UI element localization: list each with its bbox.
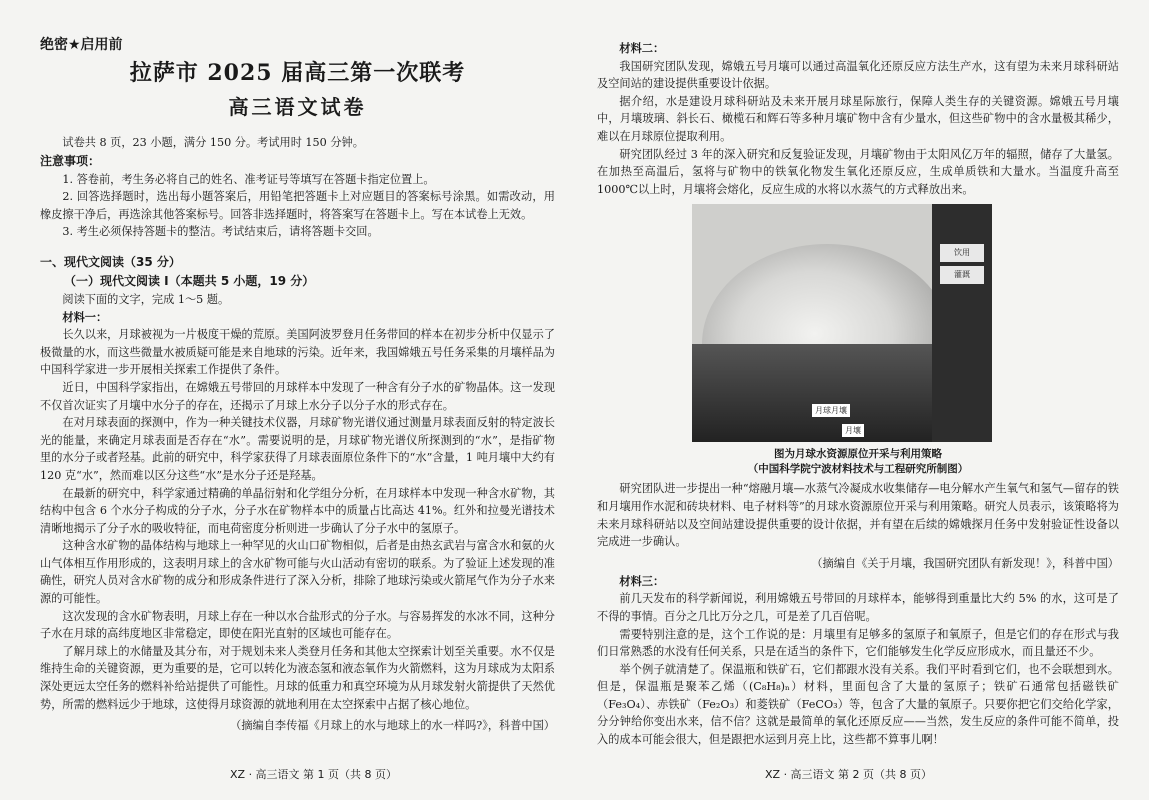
- figure-side-panel: [932, 204, 992, 442]
- notice-item: 3. 考生必须保持答题卡的整洁。考试结束后，请将答题卡交回。: [62, 225, 379, 239]
- material-title: 材料三：: [619, 574, 665, 588]
- paragraph: 这种含水矿物的晶体结构与地球上一种罕见的火山口矿物相似，后者是由热玄武岩与富含水和氨的火山气体相互作用形成的，这表明月球上的含水矿物可能与火山活动有密切的联系。为了验证上述发现的准确性，研究人员对含水矿物的成分和形成条件进行了深入分析，排除了地球污染或火箭尾气作为分子水来源的可能性。: [40, 539, 555, 606]
- page-2: [575, 0, 1149, 800]
- figure-label-irrigate: 灌溉: [940, 266, 984, 284]
- moon-water-figure: [692, 204, 992, 442]
- paragraph: 在最新的研究中，科学家通过精确的单晶衍射和化学组分分析，在月球样本中发现一种含水矿物，其结构中包含 6 个水分子构成的分子水，分子水在矿物样本中的质量占比高达 41%。红外和拉曼光谱技术清晰地揭示了分子水的吸收特征，而电荷密度分析则进一步确认了分子水中的氢原子。: [40, 486, 555, 535]
- source-citation: （摘编自《关于月壤，我国研究团队有新发现！》，科普中国）: [811, 556, 1119, 570]
- figure-caption: 图为月球水资源原位开采与利用策略: [774, 448, 942, 461]
- paragraph: 近日，中国科学家指出，在嫦娥五号带回的月球样本中发现了一种含有分子水的矿物晶体。这一发现不仅首次证实了月壤中水分子的存在，还揭示了月球上水分子以分子水的形式存在。: [40, 380, 555, 412]
- notice-item: 2. 回答选择题时，选出每小题答案后，用铅笔把答题卡上对应题目的答案标号涂黑。如需改动，用橡皮擦干净后，再选涂其他答案标号。回答非选择题时，将答案写在答题卡上。写在本试卷上无效。: [40, 190, 555, 221]
- paragraph: 据介绍，水是建设月球科研站及未来开展月球星际旅行，保障人类生存的关键资源。嫦娥五号月壤中，月壤玻璃、斜长石、橄榄石和辉石等多种月壤矿物中含有少量水，但这些矿物中的含水量极其稀少，难以在月球原位提取利用。: [597, 94, 1119, 143]
- source-citation: （摘编自李传福《月球上的水与地球上的水一样吗?》，科普中国）: [230, 719, 555, 733]
- paragraph: 前几天发布的科学新闻说，利用嫦娥五号带回的月球样本，能够得到重量比大约 5% 的水，这可是了不得的事情。百分之几比万分之几，可是差了几百倍呢。: [597, 592, 1119, 623]
- subsection-heading: （一）现代文阅读 Ⅰ（本题共 5 小题，19 分）: [64, 273, 315, 288]
- paragraph: 这次发现的含水矿物表明，月球上存在一种以水合盐形式的分子水。与容易挥发的水冰不同，这种分子水在月球的高纬度地区非常稳定，即使在阳光直射的区域也可能存在。: [40, 609, 555, 641]
- page-footer: XZ · 高三语文 第 1 页（共 8 页）: [230, 768, 398, 781]
- exam-intro: 试卷共 8 页，23 小题，满分 150 分。考试用时 150 分钟。: [62, 136, 364, 149]
- paragraph: 在对月球表面的探测中，作为一种关键技术仪器，月球矿物光谱仪通过测量月球表面反射的特定波长光的能量，来确定月球表面是否存在“水”。需要说明的是，月球矿物光谱仪所探测到的“水”，是指矿物里的水分子或者羟基。此前的研究中，科学家获得了月球表面原位条件下的“水”含量，1 吨月壤中大约有 120 克“水”，然而难以区分这些“水”是水分子还是羟基。: [40, 416, 555, 482]
- figure-label-drink: 饮用: [940, 244, 984, 262]
- paragraph: 举个例子就清楚了。保温瓶和铁矿石，它们都跟水没有关系。我们平时看到它们，也不会联想到水。但是，保温瓶是聚苯乙烯（(C₈H₈)ₙ）材料，里面包含了大量的氢原子；铁矿石通常包括磁铁矿（Fe₃O₄）、赤铁矿（Fe₂O₃）和菱铁矿（FeCO₃）等，包含了大量的氧原子。只要你把它们交给化学家，分分钟给你变出水来，信不信？这就是最简单的氧化还原反应——当然，发生反应的条件可能不简单，投入的成本可能会很大，但是跟把水运到月亮上比，这些都不算事儿啊！: [597, 662, 1119, 747]
- material-title: 材料二：: [619, 42, 665, 55]
- paragraph: 我国研究团队发现，嫦娥五号月壤可以通过高温氧化还原反应方法生产水，这有望为未来月球科研站及空间站的建设提供重要设计依据。: [597, 59, 1119, 91]
- figure-label-regolith: 月壤: [842, 424, 864, 437]
- notice-title: 注意事项：: [40, 153, 101, 168]
- paragraph: 需要特别注意的是，这个工作说的是：月壤里有足够多的氢原子和氧原子，但是它们的存在形式与我们日常熟悉的水没有任何关系，只是在适当的条件下，它们能够发生化学反应形成水，而且量还不少。: [597, 627, 1119, 659]
- figure-label-lunar-regolith: 月球月壤: [812, 404, 850, 417]
- paragraph: 研究团队进一步提出一种“熔融月壤—水蒸气冷凝成水收集储存—电分解水产生氧气和氢气—留存的铁和月壤用作水泥和砖块材料、电子材料等”的月球水资源原位开采与利用策略。研究人员表示，该策略将为未来月球科研站以及空间站建设提供重要的设计依据，并有望在后续的嫦娥探月任务中发射验证性设备以完成进一步确认。: [597, 482, 1119, 549]
- confidential-mark: 绝密★启用前: [40, 37, 123, 53]
- section-heading: 一、现代文阅读（35 分）: [40, 254, 181, 269]
- instruction: 阅读下面的文字，完成 1～5 题。: [62, 292, 230, 306]
- material-title: 材料一：: [62, 310, 108, 324]
- paragraph: 了解月球上的水储量及其分布，对于规划未来人类登月任务和其他太空探索计划至关重要。水不仅是维持生命的关键资源，更为重要的是，它可以转化为液态氢和液态氧作为火箭燃料，这为月球成为太阳系深处更远太空任务的燃料补给站提供了可能性。月球的低重力和真空环境为从月球发射火箭提供了天然优势，所需的燃料远少于地球，这使得月球资源的就地利用在太空探索中占据了核心地位。: [40, 644, 555, 711]
- exam-subtitle: 高三语文试卷: [228, 95, 367, 119]
- paragraph: 研究团队经过 3 年的深入研究和反复验证发现，月壤矿物由于太阳风亿万年的辐照，储存了大量氢。在加热至高温后，氢将与矿物中的铁氧化物发生氧化还原反应，生成单质铁和大量水。当温度升高至 1000℃以上时，月壤将会熔化，反应生成的水将以水蒸气的方式释放出来。: [597, 147, 1119, 196]
- paragraph: 长久以来，月球被视为一片极度干燥的荒原。美国阿波罗登月任务带回的样本在初步分析中仅显示了极微量的水，而这些微量水被质疑可能是来自地球的污染。近年来，我国嫦娥五号任务采集的月壤样品为中国科学家进一步开展相关探索工作提供了条件。: [40, 328, 555, 377]
- notice-item: 1. 答卷前，考生务必将自己的姓名、准考证号等填写在答题卡指定位置上。: [62, 172, 435, 186]
- page-footer: XZ · 高三语文 第 2 页（共 8 页）: [765, 768, 933, 781]
- figure-credit: （中国科学院宁波材料技术与工程研究所制图）: [747, 463, 969, 476]
- exam-title: 拉萨市 2025 届高三第一次联考: [129, 60, 466, 86]
